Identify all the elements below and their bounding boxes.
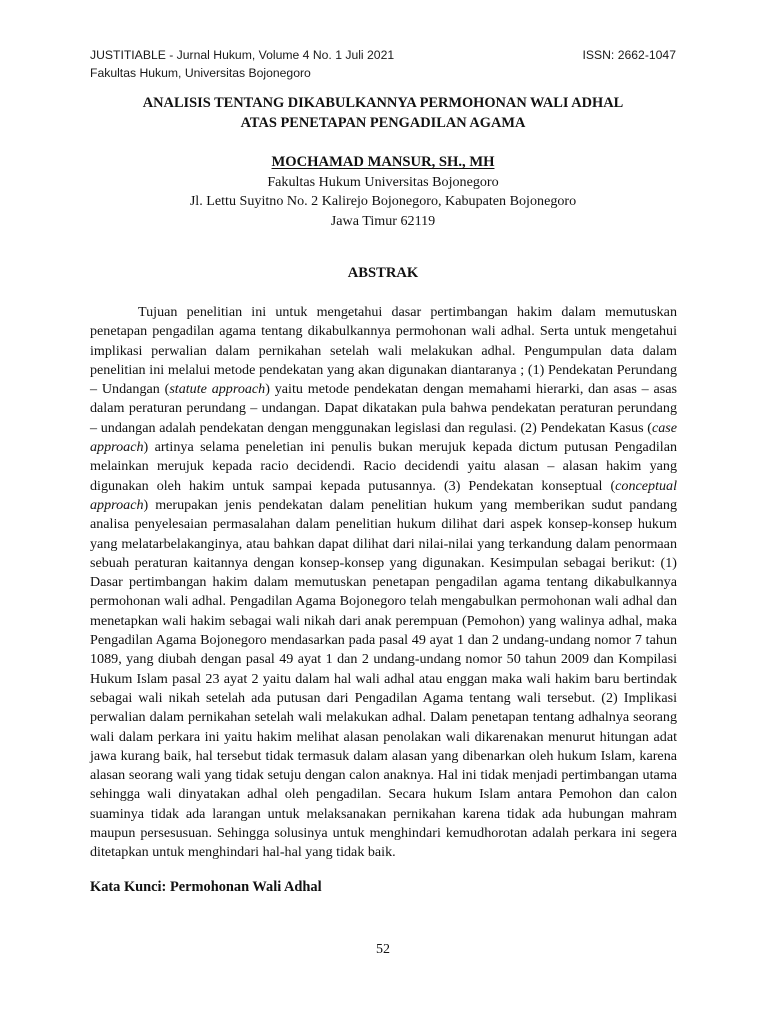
abstract-heading: ABSTRAK xyxy=(347,265,419,281)
author-affiliation: Fakultas Hukum Universitas Bojonegoro xyxy=(267,173,499,190)
author-name: MOCHAMAD MANSUR, SH., MH xyxy=(271,154,495,170)
abstract-term-case: case approach xyxy=(90,419,677,456)
abstract-text-4: ) merupakan jenis pendekatan dalam penelitian hukum yang memberikan sudut pandang analisa penyelesaian permasalahan dalam penelitian hukum dilihat dari aspek konsep-konsep hukum yang melatarbelakanginya, atau bahkan dapat dilihat dari nilai-nilai yang terkandung dalam penormaan sebuah peraturan kaitannya dengan konsep-konsep yang digunakan. Kesimpulan sebagai berikut: (1) Dasar pertimbangan hakim dalam memutuskan penetapan pengadilan agama tentang dikabulkannya permohonan wali adhal. Pengadilan Agama Bojonegoro telah mengabulkan permohonan wali adhal dan menetapkan wali hakim sebagai wali nikah dari anak perempuan (Pemohon) yang walinya adhal, maka Pengadilan Agama Bojonegoro mendasarkan pada pasal 49 ayat 1 dan 2 undang-undang nomor 7 tahun 1089, yang diubah dengan pasal 49 ayat 1 dan 2 undang-undang nomor 50 tahun 2009 dan Kompilasi Hukum Islam pasal 23 ayat 2 yaitu dalam hal wali adhal atau enggan maka wali hakim baru bertindak sebagai wali nikah setelah ada putusan dari Pengadilan Agama tentang wali tersebut. (2) Implikasi perwalian dalam pernikahan setelah wali melakukan adhal. Dalam penetapan tentang adhalnya seorang wali dalam perkara ini yaitu hakim melihat alasan penolakan wali dikarenakan menurut hitungan adat jawa kurang baik, hal tersebut tidak termasuk dalam alasan yang dibenarkan oleh hukum Islam, karena alasan seorang wali yang tidak setuju dengan calon anaknya. Hal ini tidak menjadi pertimbangan utama sehingga wali dinyatakan adhal oleh pengadilan. Secara hukum Islam antara Pemohon dan calon suaminya tidak ada larangan untuk melaksanakan pernikahan karena tidak ada hubungan mahram maupun persesusuan. Sehingga solusinya untuk menghindari kemudhorotan adalah perkara ini segera ditetapkan untuk menghindari hal-hal yang tidak baik. xyxy=(90,496,677,861)
author-block xyxy=(90,153,676,231)
header-top-row xyxy=(90,46,676,64)
author-address: Jl. Lettu Suyitno No. 2 Kalirejo Bojonegoro, Kabupaten Bojonegoro xyxy=(189,193,577,209)
title-line-2: ATAS PENETAPAN PENGADILAN AGAMA xyxy=(240,115,526,131)
paper-title xyxy=(90,93,676,133)
abstract-term-conceptual: conceptual approach xyxy=(90,477,677,513)
issn-label: ISSN: 2662-1047 xyxy=(582,48,676,62)
page-number: 52 xyxy=(376,942,390,957)
abstract-text-1: Tujuan penelitian ini untuk mengetahui dasar pertimbangan hakim dalam memutuskan penetapan pengadilan agama tentang dikabulkannya permohonan wali adhal. Serta untuk mengetahui implikasi perwalian dalam pernikahan setelah wali melakukan adhal. Pengumpulan data dalam penelitian ini melalui metode pendekatan yang akan digunakan diantaranya ; (1) Pendekatan Perundang – Undangan ( xyxy=(90,304,677,398)
header-faculty: Fakultas Hukum, Universitas Bojonegoro xyxy=(90,66,311,80)
abstract-term-statute: statute approach xyxy=(169,381,266,398)
keywords: Kata Kunci: Permohonan Wali Adhal xyxy=(90,879,322,895)
abstract-text-3: ) artinya selama peneletian ini penulis bukan merujuk kepada dictum putusan Pengadilan melainkan merujuk kepada racio decidendi. Racio decidendi yaitu alasan – alasan hakim yang digunakan oleh hakim untuk sampai kepada putusannya. (3) Pendekatan konseptual ( xyxy=(90,439,677,494)
abstract-text-2: ) yaitu metode pendekatan dengan memahami hierarki, dan asas – asas dalam peraturan perundang – undangan. Dapat dikatakan pula bahwa pendekatan peraturan perundang – undangan adalah pendekatan dengan menggunakan legislasi dan regulasi. (2) Pendekatan Kasus ( xyxy=(90,381,677,436)
abstract-body xyxy=(90,303,677,863)
title-line-1: ANALISIS TENTANG DIKABULKANNYA PERMOHONAN WALI ADHAL xyxy=(142,95,624,111)
author-region: Jawa Timur 62119 xyxy=(330,212,436,229)
journal-citation: JUSTITIABLE - Jurnal Hukum, Volume 4 No. 1 Juli 2021 xyxy=(90,48,395,62)
running-header xyxy=(90,46,676,82)
